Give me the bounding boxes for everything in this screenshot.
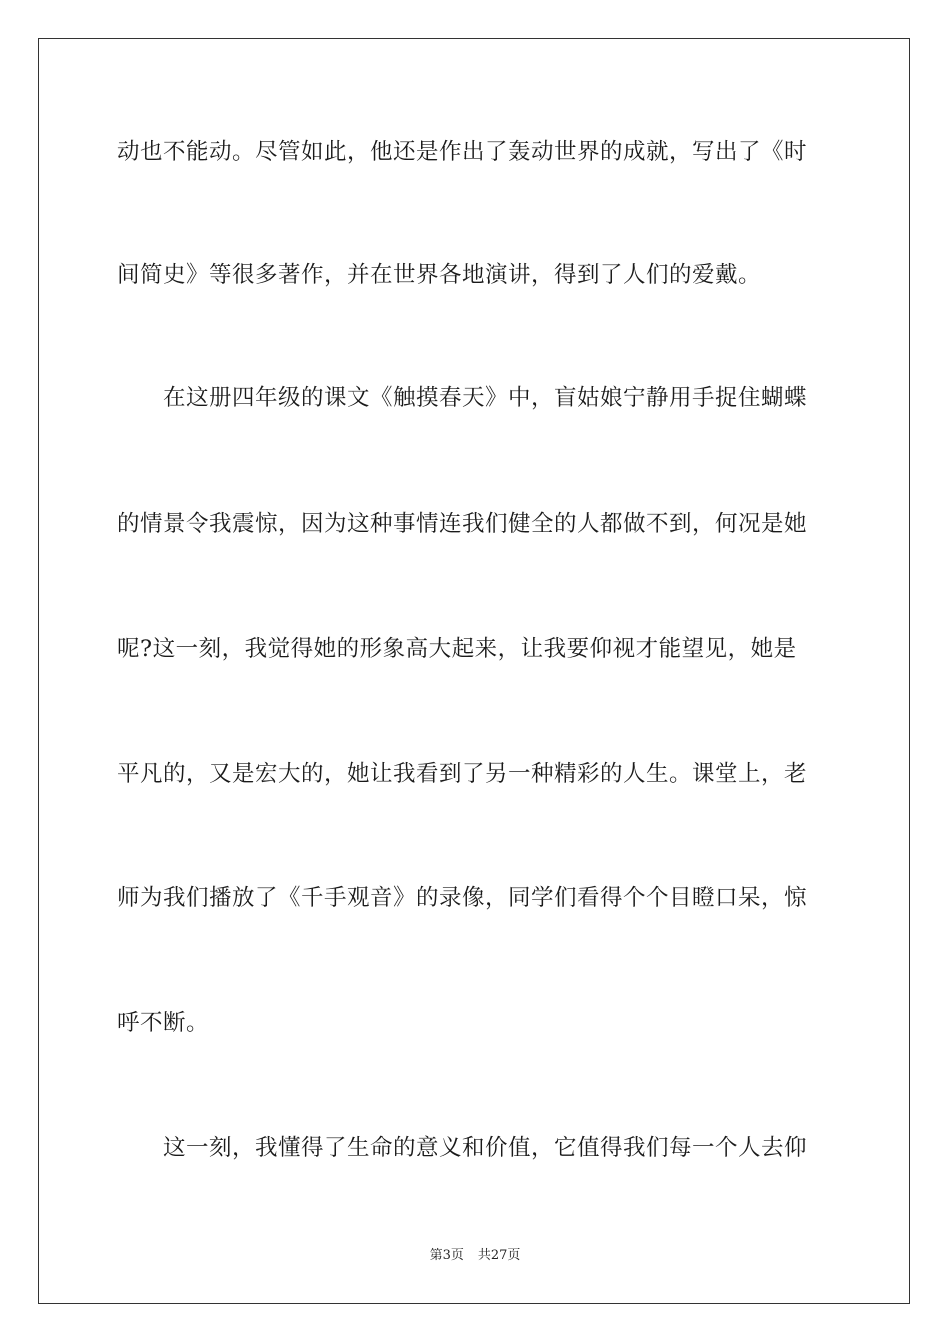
body-text-line-7: 师为我们播放了《千手观音》的录像，同学们看得个个目瞪口呆，惊	[117, 885, 808, 911]
body-text-line-4: 的情景令我震惊，因为这种事情连我们健全的人都做不到，何况是她	[117, 511, 808, 537]
page-footer	[0, 1247, 950, 1265]
body-text-line-5: 呢?这一刻，我觉得她的形象高大起来，让我要仰视才能望见，她是	[117, 636, 797, 662]
body-text-line-9: 这一刻，我懂得了生命的意义和价值，它值得我们每一个人去仰	[163, 1135, 808, 1161]
body-text-line-8: 呼不断。	[117, 1010, 210, 1036]
body-text-line-1: 动也不能动。尽管如此，他还是作出了轰动世界的成就，写出了《时	[117, 139, 808, 165]
page-number: 第3页	[429, 1248, 464, 1263]
page-border	[38, 38, 910, 1304]
body-text-line-3: 在这册四年级的课文《触摸春天》中，盲姑娘宁静用手捉住蝴蝶	[163, 385, 808, 411]
page-total: 共27页	[477, 1248, 521, 1263]
body-text-line-2: 间简史》等很多著作，并在世界各地演讲，得到了人们的爱戴。	[117, 262, 762, 288]
body-text-line-6: 平凡的，又是宏大的，她让我看到了另一种精彩的人生。课堂上，老	[117, 761, 808, 787]
